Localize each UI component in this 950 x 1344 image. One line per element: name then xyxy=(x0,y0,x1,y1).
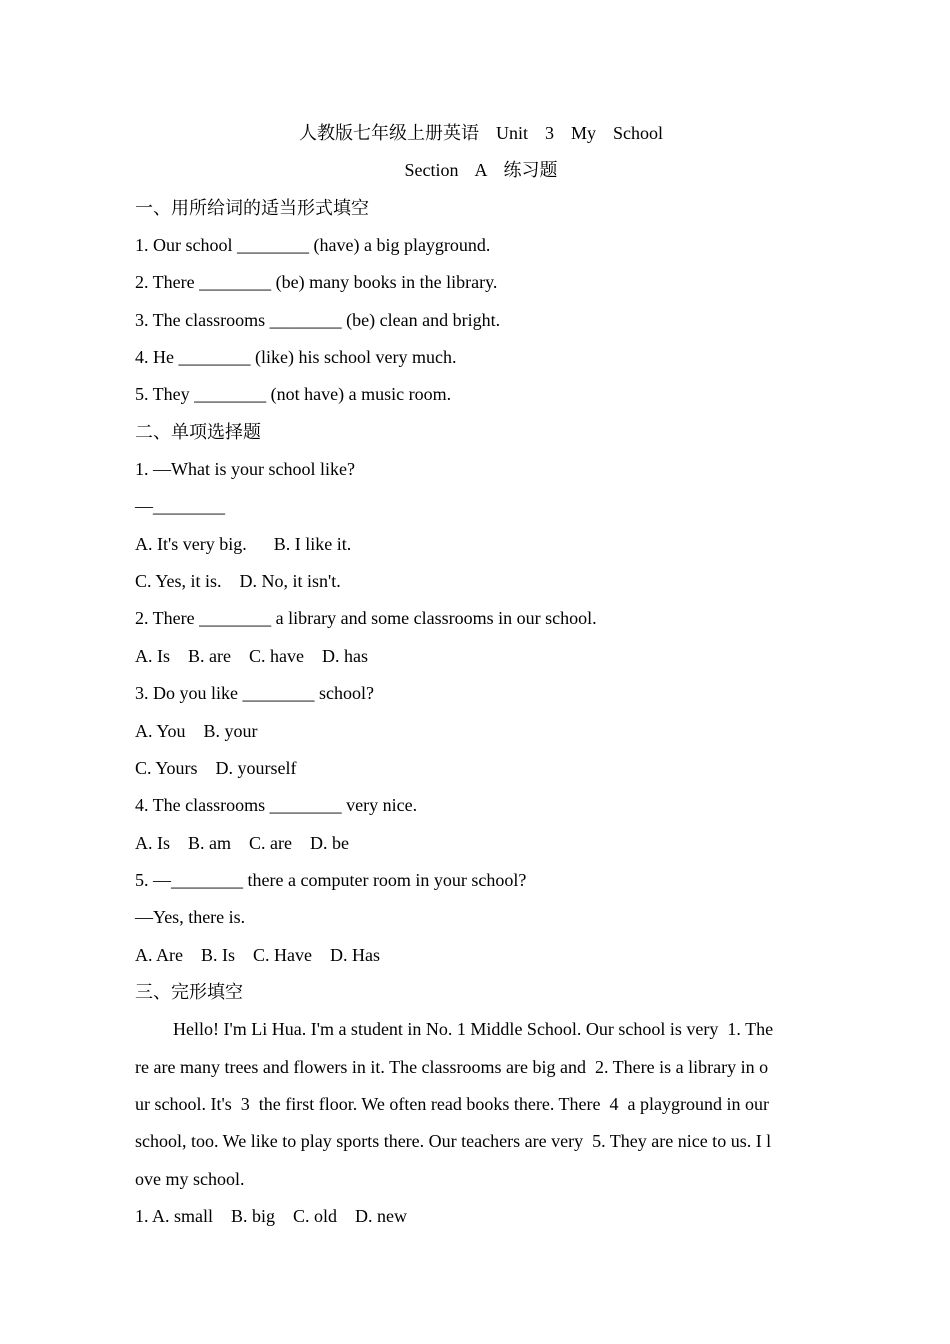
document-page xyxy=(135,115,825,1235)
text-line: C. Yes, it is. D. No, it isn't. xyxy=(135,571,341,592)
text-line: C. Yours D. yourself xyxy=(135,757,297,778)
text-line: 4. He ________ (like) his school very much. xyxy=(135,347,457,368)
section-heading: 三、完形填空 xyxy=(135,981,243,1002)
text-line: A. Is B. am C. are D. be xyxy=(135,832,349,853)
section-heading: 二、单项选择题 xyxy=(135,421,261,442)
text-line: A. You B. your xyxy=(135,720,258,741)
text-line: A. Is B. are C. have D. has xyxy=(135,645,368,666)
text-line: 1. —What is your school like? xyxy=(135,459,355,480)
text-line: ur school. It's 3 the first floor. We often read books there. There 4 a playground in our xyxy=(135,1093,769,1114)
text-line: —________ xyxy=(135,496,225,517)
text-line: Hello! I'm Li Hua. I'm a student in No. 1 Middle School. Our school is very 1. The xyxy=(173,1019,774,1040)
text-line: 5. —________ there a computer room in your school? xyxy=(135,869,527,890)
text-line: re are many trees and flowers in it. The classrooms are big and 2. There is a library in o xyxy=(135,1056,769,1077)
text-line: —Yes, there is. xyxy=(135,907,246,928)
text-line: 2. There ________ a library and some classrooms in our school. xyxy=(135,608,597,629)
text-line: A. It's very big. B. I like it. xyxy=(135,533,352,554)
text-line: 3. The classrooms ________ (be) clean and bright. xyxy=(135,309,501,330)
text-line: school, too. We like to play sports there. Our teachers are very 5. They are nice to us. I l xyxy=(135,1131,772,1152)
text-line: 3. Do you like ________ school? xyxy=(135,683,374,704)
text-line: 1. Our school ________ (have) a big playground. xyxy=(135,235,491,256)
text-line: 4. The classrooms ________ very nice. xyxy=(135,795,418,816)
text-line: A. Are B. Is C. Have D. Has xyxy=(135,944,380,965)
document-title: 人教版七年级上册英语 Unit 3 My School xyxy=(298,123,663,143)
text-line: 2. There ________ (be) many books in the library. xyxy=(135,272,498,293)
section-heading: 一、用所给词的适当形式填空 xyxy=(135,197,369,218)
text-line: ove my school. xyxy=(135,1168,245,1189)
text-line: 1. A. small B. big C. old D. new xyxy=(135,1205,408,1226)
document-title: Section A 练习题 xyxy=(404,160,558,181)
text-line: 5. They ________ (not have) a music room. xyxy=(135,384,452,405)
